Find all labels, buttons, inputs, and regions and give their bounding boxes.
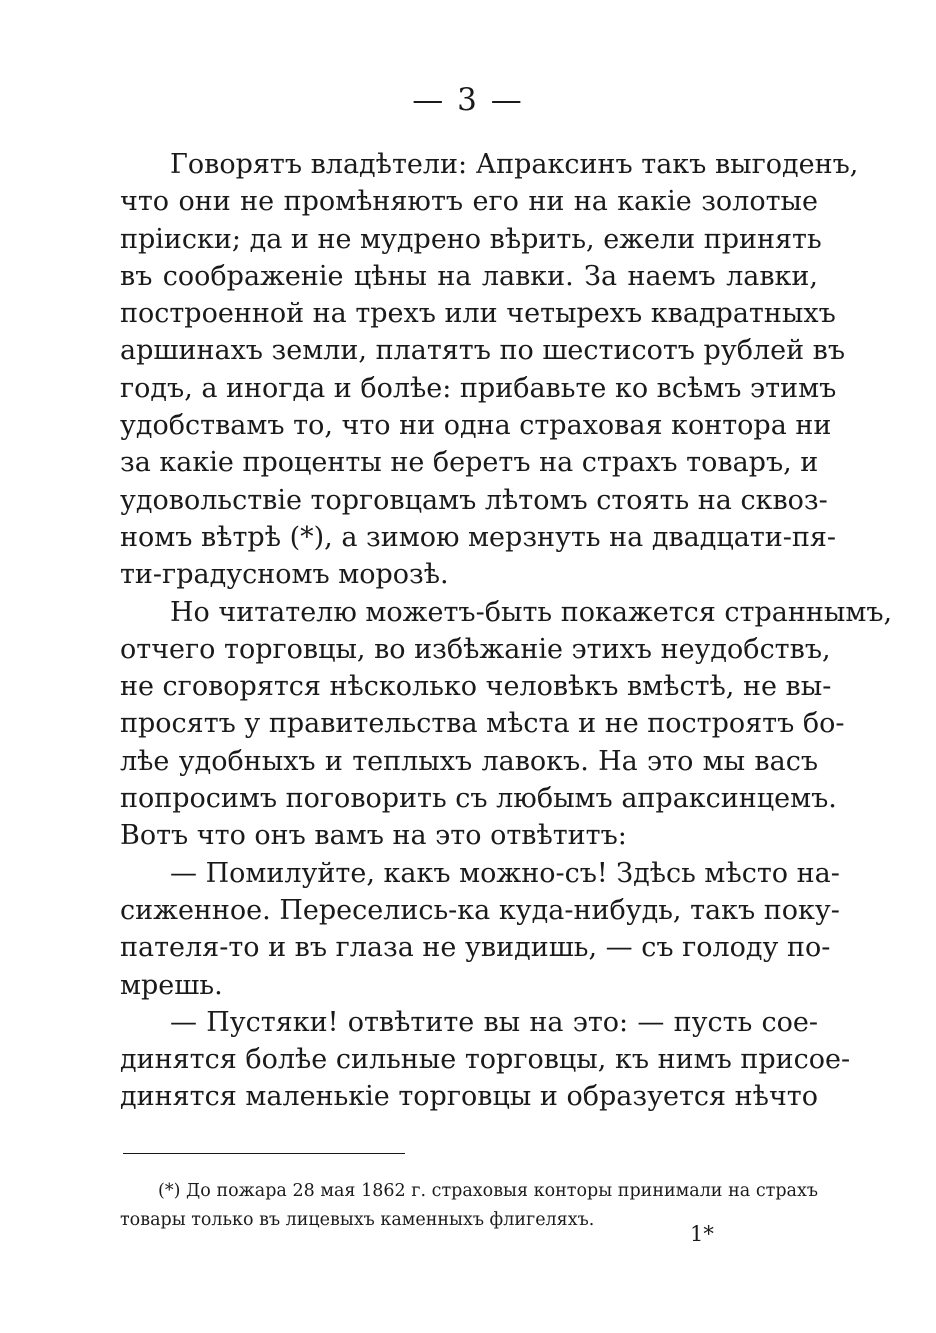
text-line: удовольствіе торговцамъ лѣтомъ стоять на сквоз- (120, 484, 828, 516)
text-line: за какіе проценты не беретъ на страхъ товаръ, и (120, 447, 819, 479)
text-line: Но читателю можетъ-быть покажется страннымъ, (170, 596, 893, 628)
text-line: въ соображеніе цѣны на лавки. За наемъ лавки, (120, 260, 818, 292)
page-number: — 3 — (412, 82, 524, 118)
text-line: сиженное. Переселись-ка куда-нибудь, такъ поку- (120, 894, 840, 926)
text-line: Вотъ что онъ вамъ на это отвѣтитъ: (120, 820, 627, 852)
text-line: ти-градусномъ морозѣ. (120, 559, 449, 591)
text-line: что они не промѣняютъ его ни на какіе золотые (120, 186, 818, 218)
footnote-line: товары только въ лицевыхъ каменныхъ флигеляхъ. (120, 1210, 595, 1230)
text-line: динятся болѣе сильные торговцы, къ нимъ присое- (120, 1044, 851, 1076)
text-line: динятся маленькіе торговцы и образуется нѣчто (120, 1081, 818, 1113)
text-line: не сговорятся нѣсколько человѣкъ вмѣстѣ, не вы- (120, 671, 832, 703)
text-line: удобствамъ то, что ни одна страховая контора ни (120, 410, 832, 442)
text-line: пріиски; да и не мудрено вѣрить, ежели принять (120, 223, 822, 255)
footnote-divider (123, 1153, 405, 1154)
text-line: Говорятъ владѣтели: Апраксинъ такъ выгоденъ, (170, 149, 859, 180)
text-line: номъ вѣтрѣ (*), а зимою мерзнуть на двадцати-пя- (120, 521, 837, 553)
text-line: мрешь. (120, 969, 223, 1001)
footnote-line: (*) До пожара 28 мая 1862 г. страховыя конторы принимали на страхъ (158, 1181, 818, 1201)
text-line: аршинахъ земли, платятъ по шестисотъ рублей въ (120, 335, 846, 367)
text-line: отчего торговцы, во избѣжаніе этихъ неудобствъ, (120, 633, 831, 665)
signature-mark: 1* (690, 1222, 714, 1246)
text-line: годъ, а иногда и болѣе: прибавьте ко всѣмъ этимъ (120, 372, 837, 404)
text-line: построенной на трехъ или четырехъ квадратныхъ (120, 298, 836, 330)
body-text (120, 146, 893, 1116)
text-line: попросимъ поговорить съ любымъ апраксинцемъ. (120, 783, 837, 815)
text-line: — Пустяки! отвѣтите вы на это: — пусть сое- (170, 1006, 818, 1038)
text-line: пателя-то и въ глаза не увидишь, — съ голоду по- (120, 932, 831, 964)
text-line: лѣе удобныхъ и теплыхъ лавокъ. На это мы васъ (120, 745, 818, 777)
text-line: просятъ у правительства мѣста и не построятъ бо- (120, 708, 845, 740)
text-line: — Помилуйте, какъ можно-съ! Здѣсь мѣсто на- (170, 857, 840, 889)
